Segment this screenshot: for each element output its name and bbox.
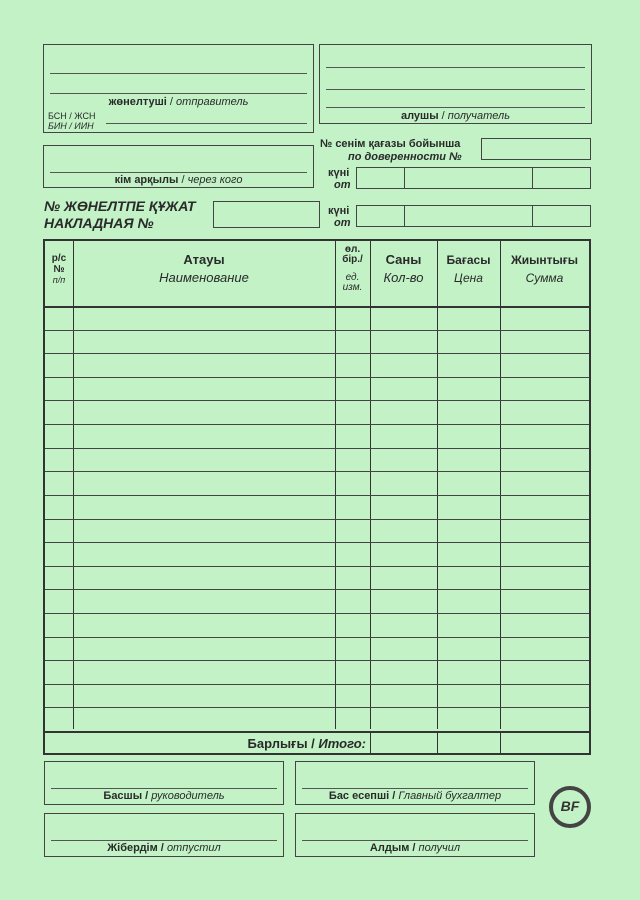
date2-month-divider bbox=[532, 206, 533, 226]
total-label-ru: Итого: bbox=[318, 736, 366, 751]
col-header-unit bbox=[335, 245, 370, 293]
accountant-label-kz: Бас есепші / bbox=[328, 790, 396, 802]
col-header-qty bbox=[370, 251, 437, 287]
recipient-caption: алушы / получатель bbox=[400, 110, 511, 122]
received-label-kz: Алдым / bbox=[369, 842, 416, 854]
date1-label-ru: от bbox=[334, 179, 351, 191]
date2-field[interactable] bbox=[356, 205, 591, 227]
released-signature-line bbox=[51, 840, 277, 841]
date1-day-divider bbox=[404, 168, 405, 188]
waybill-label-ru: НАКЛАДНАЯ № bbox=[44, 215, 154, 231]
col-divider-4 bbox=[437, 241, 438, 729]
total-row bbox=[45, 732, 370, 755]
proxy-label-ru: по доверенности № bbox=[348, 151, 462, 163]
head-label-kz: Басшы / bbox=[103, 790, 149, 802]
recipient-line-2 bbox=[326, 89, 585, 90]
table-row-line bbox=[45, 400, 589, 401]
sender-line-2 bbox=[50, 93, 307, 94]
recipient-label-ru: получатель bbox=[447, 110, 511, 122]
table-row-line bbox=[45, 684, 589, 685]
via-caption: кім арқылы / через кого bbox=[114, 174, 243, 186]
col-divider-1 bbox=[73, 241, 74, 729]
table-row-line bbox=[45, 377, 589, 378]
released-label-kz: Жібердім / bbox=[107, 842, 164, 854]
sender-label-ru: отправитель bbox=[176, 96, 249, 108]
bf-logo bbox=[549, 786, 591, 828]
accountant-caption bbox=[296, 790, 534, 802]
accountant-label-ru: Главный бухгалтер bbox=[398, 790, 502, 802]
col-unit-ru: ед. изм. bbox=[342, 272, 363, 293]
col-num-kz: р/с № bbox=[51, 253, 67, 275]
col-divider-2 bbox=[335, 241, 336, 729]
table-row-line bbox=[45, 589, 589, 590]
date2-label-kz: күні bbox=[328, 205, 350, 217]
sender-caption: жөнелтуші / отправитель bbox=[108, 96, 249, 108]
date1-field[interactable] bbox=[356, 167, 591, 189]
sender-bin-ru: БИН / ИИН bbox=[48, 121, 94, 131]
date2-day-divider bbox=[404, 206, 405, 226]
sender-line-1 bbox=[50, 73, 307, 74]
via-line bbox=[50, 172, 307, 173]
sender-box[interactable] bbox=[43, 44, 314, 133]
sender-label-kz: жөнелтуші bbox=[108, 96, 167, 108]
items-table[interactable] bbox=[43, 239, 591, 755]
bf-logo-text: BF bbox=[560, 798, 580, 814]
table-row-line bbox=[45, 613, 589, 614]
col-divider-3 bbox=[370, 241, 371, 729]
col-divider-5 bbox=[500, 241, 501, 729]
col-price-kz: Бағасы bbox=[446, 253, 491, 267]
col-sum-ru: Сумма bbox=[525, 271, 564, 285]
table-row-line bbox=[45, 330, 589, 331]
received-signature-line bbox=[302, 840, 528, 841]
released-signature-box[interactable] bbox=[44, 813, 284, 857]
total-sum-cell[interactable] bbox=[500, 732, 589, 755]
header-bottom-border bbox=[45, 306, 589, 308]
head-caption bbox=[45, 790, 283, 802]
table-row-line bbox=[45, 448, 589, 449]
accountant-signature-line bbox=[302, 788, 528, 789]
accountant-signature-box[interactable] bbox=[295, 761, 535, 805]
table-row-line bbox=[45, 660, 589, 661]
table-row-line bbox=[45, 637, 589, 638]
via-label-ru: через кого bbox=[187, 174, 243, 186]
released-caption bbox=[45, 842, 283, 854]
via-box[interactable] bbox=[43, 145, 314, 188]
col-qty-kz: Саны bbox=[385, 252, 422, 267]
col-header-sum bbox=[500, 251, 589, 287]
recipient-label-kz: алушы bbox=[400, 110, 439, 122]
table-row-line bbox=[45, 707, 589, 708]
col-header-num bbox=[45, 253, 73, 286]
table-row-line bbox=[45, 495, 589, 496]
col-num-ru: п/п bbox=[52, 275, 66, 285]
total-qty-cell[interactable] bbox=[370, 732, 437, 755]
table-row-line bbox=[45, 566, 589, 567]
col-price-ru: Цена bbox=[454, 271, 483, 285]
head-label-ru: руководитель bbox=[151, 790, 225, 802]
received-signature-box[interactable] bbox=[295, 813, 535, 857]
table-row-line bbox=[45, 353, 589, 354]
head-signature-box[interactable] bbox=[44, 761, 284, 805]
date2-label-ru: от bbox=[334, 217, 351, 229]
sender-bin-line bbox=[106, 123, 307, 124]
received-label-ru: получил bbox=[418, 842, 461, 854]
released-label-ru: отпустил bbox=[166, 842, 221, 854]
col-qty-ru: Кол-во bbox=[383, 270, 424, 285]
sender-bin-kz: БСН / ЖСН bbox=[48, 111, 96, 121]
date1-label-kz: күні bbox=[328, 167, 350, 179]
col-name-ru: Наименование bbox=[159, 270, 249, 285]
table-row-line bbox=[45, 542, 589, 543]
table-row-line bbox=[45, 424, 589, 425]
recipient-line-1 bbox=[326, 67, 585, 68]
table-row-line bbox=[45, 519, 589, 520]
proxy-label-kz: № сенім қағазы бойынша bbox=[320, 138, 461, 150]
via-label-kz: кім арқылы bbox=[114, 174, 179, 186]
proxy-number-field[interactable] bbox=[481, 138, 591, 160]
col-sum-kz: Жиынтығы bbox=[510, 253, 579, 267]
total-label-kz: Барлығы / bbox=[247, 736, 315, 751]
col-header-price bbox=[437, 251, 500, 287]
waybill-number-field[interactable] bbox=[213, 201, 320, 228]
received-caption bbox=[296, 842, 534, 854]
col-header-name bbox=[73, 251, 335, 287]
waybill-label-kz: № ЖӨНЕЛТПЕ ҚҰЖАТ bbox=[44, 198, 196, 214]
recipient-box[interactable] bbox=[319, 44, 592, 124]
col-unit-kz: өл. бір./ bbox=[342, 244, 363, 265]
recipient-line-3 bbox=[326, 107, 585, 108]
total-price-cell[interactable] bbox=[437, 732, 500, 755]
head-signature-line bbox=[51, 788, 277, 789]
col-name-kz: Атауы bbox=[183, 252, 225, 267]
date1-month-divider bbox=[532, 168, 533, 188]
table-row-line bbox=[45, 471, 589, 472]
